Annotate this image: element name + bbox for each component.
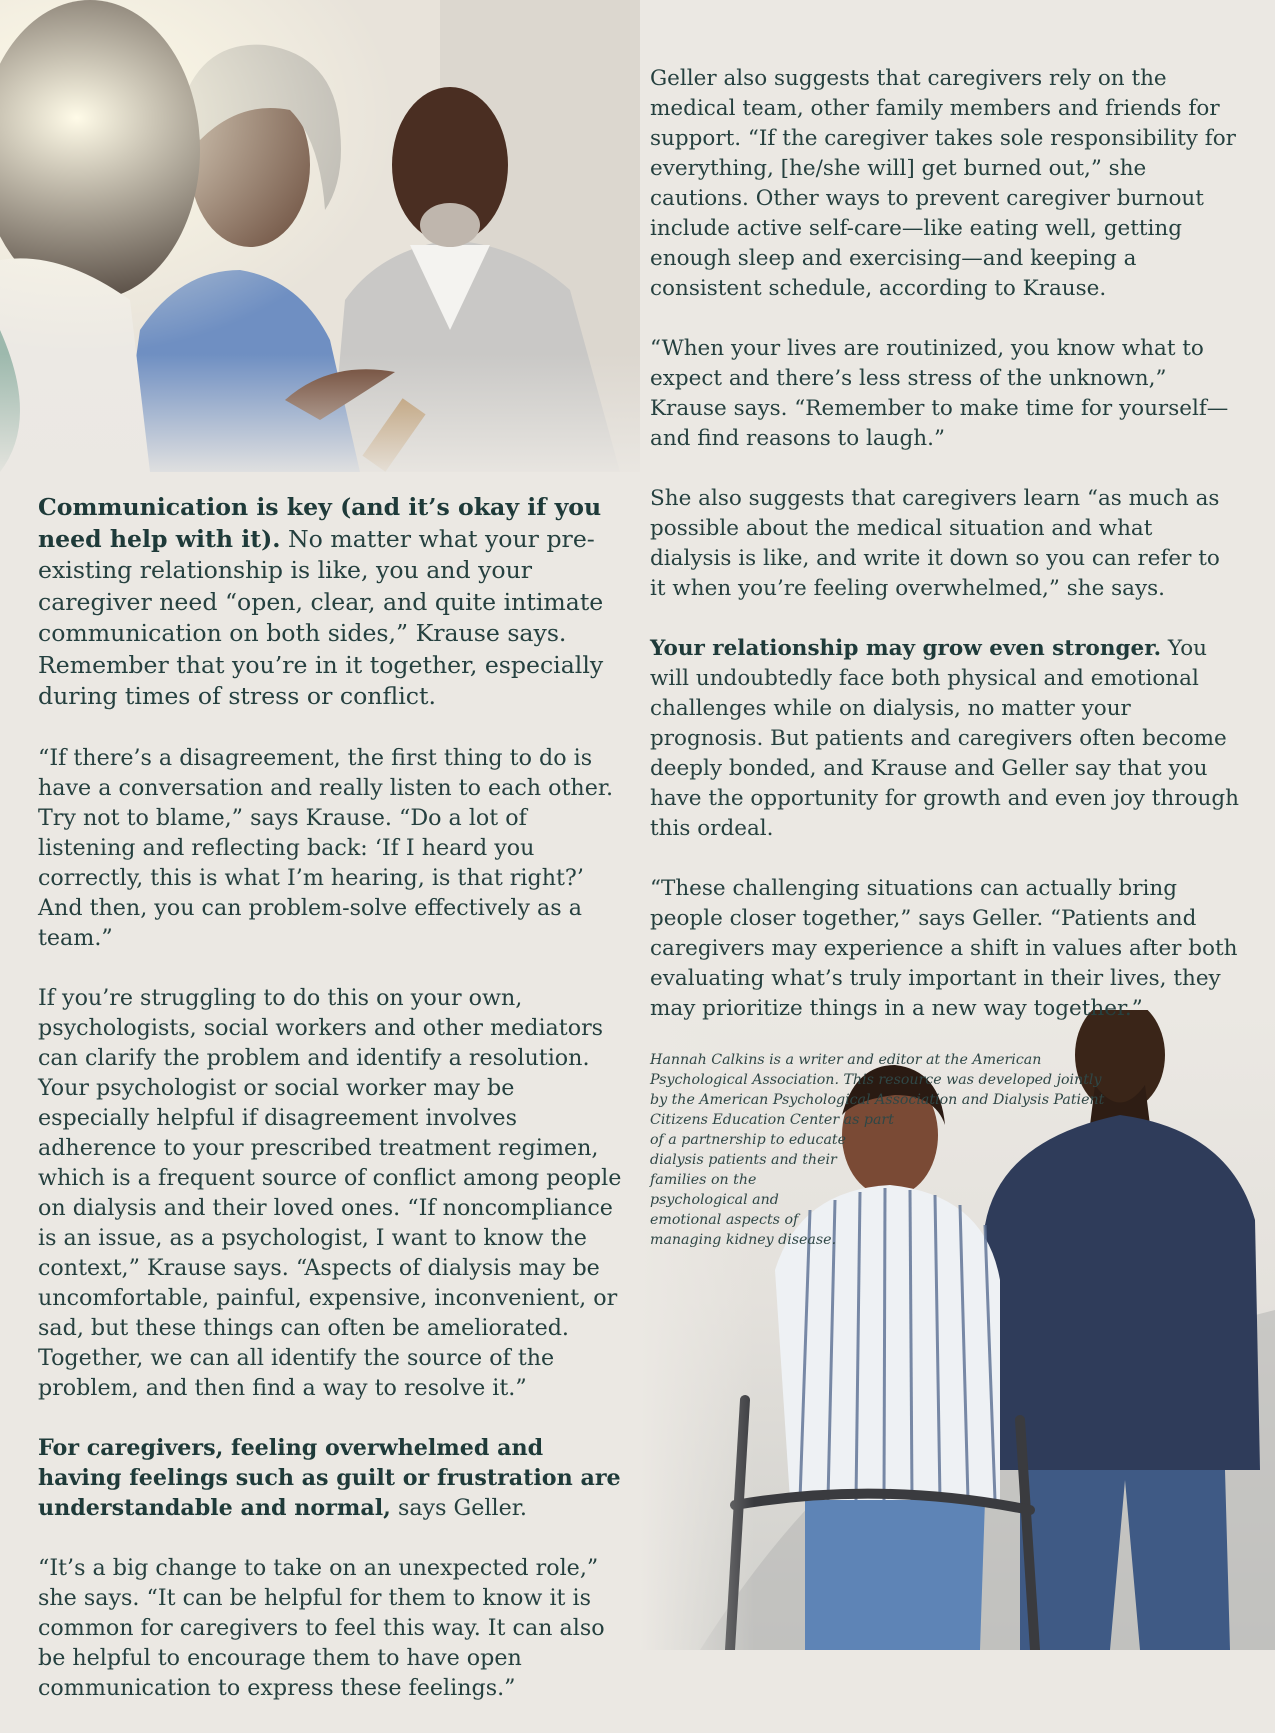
author-bio-part2: of a partnership to educate dialysis patients and their families on the psychological and emotional aspects of managing kidney disease. xyxy=(650,1132,847,1248)
overwhelmed-heading: For caregivers, feeling overwhelmed and having feelings such as guilt or frustration are understandable and normal, xyxy=(38,1434,621,1521)
relationship-body: You will undoubtedly face both physical and emotional challenges while on dialysis, no matter your prognosis. But patients and caregivers often become deeply bonded, and Krause and Geller say that you have the opportunity for growth and even joy through this ordeal. xyxy=(650,636,1239,841)
author-bio xyxy=(650,1050,1120,1250)
conversation-photo xyxy=(0,0,640,472)
communication-paragraph xyxy=(38,492,628,713)
communication-body: No matter what your pre-existing relationship is like, you and your caregiver need “open, clear, and quite intimate communication on both sides,” Krause says. Remember that you’re in it together, especially during times of stress or conflict. xyxy=(38,524,604,710)
relationship-paragraph xyxy=(650,634,1240,844)
support-paragraph: Geller also suggests that caregivers rely on the medical team, other family members and friends for support. “If the caregiver takes sole responsibility for everything, [he/she will] get burned out,” she cautions. Other ways to prevent caregiver burnout include active self-care—like eating well, getting enough sleep and exercising—and keeping a consistent schedule, according to Krause. xyxy=(650,66,1236,301)
disagreement-quote: “If there’s a disagreement, the first thing to do is have a conversation and really listen to each other. Try not to blame,” says Krause. “Do a lot of listening and reflecting back: ‘If I heard you correctly, this is what I’m hearing, is that right?’ And then, you can problem-solve effectively as a team.” xyxy=(38,744,614,951)
learn-paragraph: She also suggests that caregivers learn “as much as possible about the medical situation and what dialysis is like, and write it down so you can refer to it when you’re feeling overwhelmed,” she says. xyxy=(650,486,1220,601)
article-right-column xyxy=(650,64,1240,1054)
article-left-column xyxy=(38,492,628,1733)
unexpected-role-quote: “It’s a big change to take on an unexpected role,” she says. “It can be helpful for them to know it is common for caregivers to feel this way. It can also be helpful to encourage them to have open communication to express these feelings.” xyxy=(38,1554,605,1701)
author-bio-part1: Hannah Calkins is a writer and editor at the American Psychological Association. This resource was developed jointly by the American Psychological Association and Dialysis Patient Citizens Education Center as part xyxy=(650,1052,1105,1128)
overwhelmed-paragraph xyxy=(38,1433,628,1523)
communication-heading: Communication is key (and it’s okay if you need help with it). xyxy=(38,493,602,553)
overwhelmed-body: says Geller. xyxy=(390,1494,527,1521)
closer-together-quote: “These challenging situations can actually bring people closer together,” says Geller. “Patients and caregivers may experience a shift in values after both evaluating what’s truly important in their lives, they may prioritize things in a new way together.” xyxy=(650,876,1238,1021)
conversation-illustration xyxy=(0,0,640,472)
relationship-heading: Your relationship may grow even stronger. xyxy=(650,636,1162,661)
routine-quote: “When your lives are routinized, you know what to expect and there’s less stress of the unknown,” Krause says. “Remember to make time for yourself—and find reasons to laugh.” xyxy=(650,336,1229,451)
mediators-paragraph: If you’re struggling to do this on your own, psychologists, social workers and other mediators can clarify the problem and identify a resolution. Your psychologist or social worker may be especially helpful if disagreement involves adherence to your prescribed treatment regimen, which is a frequent source of conflict among people on dialysis and their loved ones. “If noncompliance is an issue, as a psychologist, I want to know the context,” Krause says. “Aspects of dialysis may be uncomfortable, painful, expensive, inconvenient, or sad, but these things can often be ameliorated. Together, we can all identify the source of the problem, and then find a way to resolve it.” xyxy=(38,984,622,1401)
